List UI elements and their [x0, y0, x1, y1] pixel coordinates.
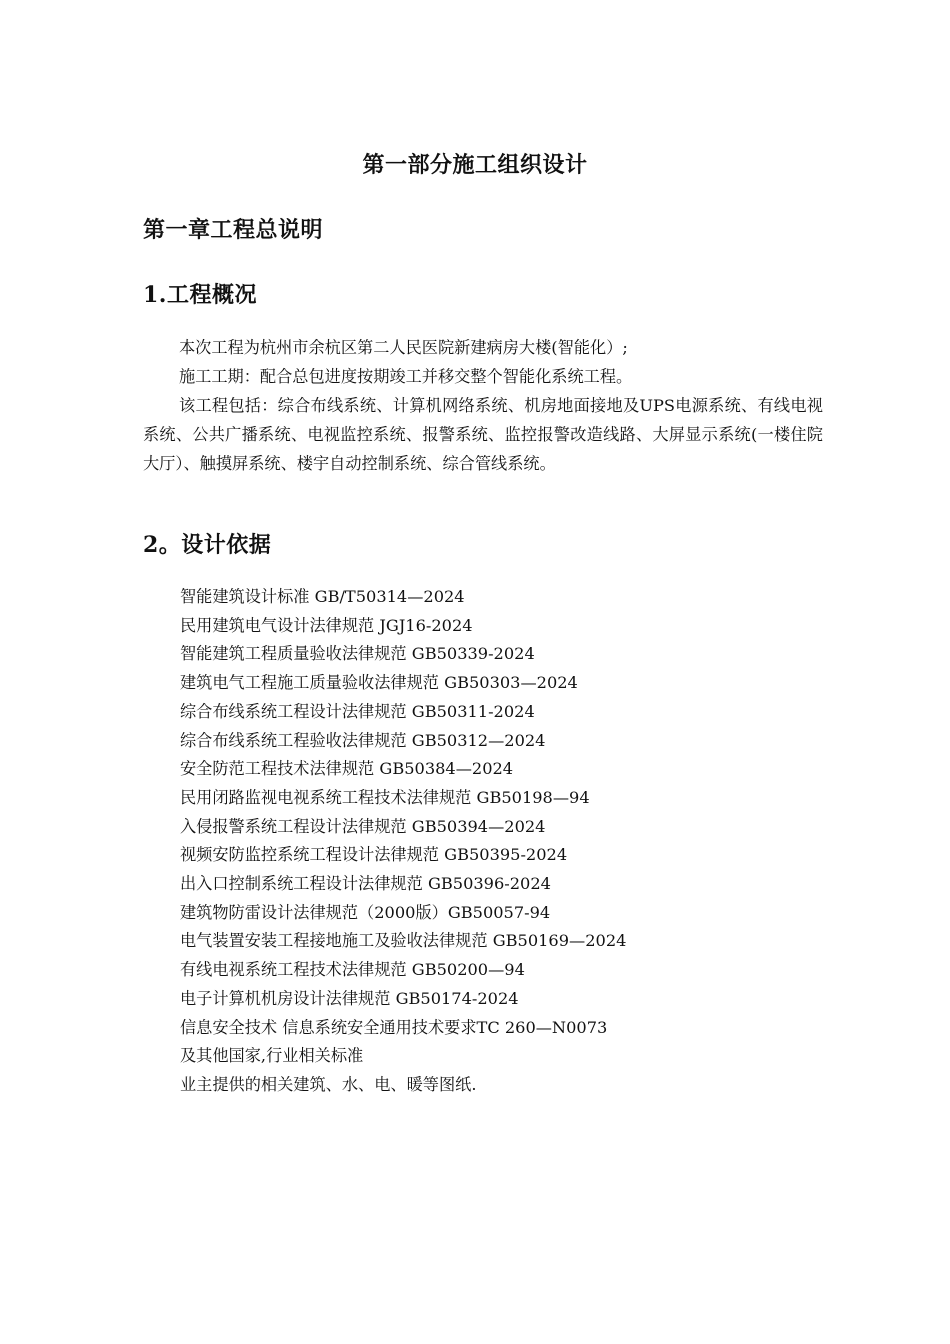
standards-list: [180, 583, 820, 1100]
section-heading-overview: 1.工程概况: [143, 282, 257, 308]
list-item: 出入口控制系统工程设计法律规范 GB50396-2024: [180, 874, 551, 894]
list-item: 安全防范工程技术法律规范 GB50384—2024: [180, 759, 514, 779]
list-item: 建筑物防雷设计法律规范（2000版）GB50057-94: [180, 902, 551, 922]
list-item: 综合布线系统工程验收法律规范 GB50312—2024: [180, 730, 546, 750]
list-item: 电气装置安装工程接地施工及验收法律规范 GB50169—2024: [180, 931, 627, 951]
list-item: 视频安防监控系统工程设计法律规范 GB50395-2024: [180, 845, 568, 865]
section-heading-design-basis: 2。设计依据: [143, 532, 272, 558]
list-item: 及其他国家,行业相关标准: [180, 1046, 364, 1066]
list-item: 民用闭路监视电视系统工程技术法律规范 GB50198—94: [180, 787, 590, 807]
chapter-title: 第一章工程总说明: [143, 217, 324, 243]
list-item: 民用建筑电气设计法律规范 JGJ16-2024: [180, 615, 473, 635]
overview-paragraph: 本次工程为杭州市余杭区第二人民医院新建病房大楼(智能化）;: [179, 338, 628, 357]
list-item: 电子计算机机房设计法律规范 GB50174-2024: [180, 988, 519, 1008]
part-title: 第一部分施工组织设计: [362, 152, 588, 178]
list-item: 综合布线系统工程设计法律规范 GB50311-2024: [180, 701, 535, 721]
list-item: 有线电视系统工程技术法律规范 GB50200—94: [180, 960, 525, 980]
list-item: 业主提供的相关建筑、水、电、暖等图纸.: [180, 1074, 477, 1094]
overview-body: [143, 333, 823, 478]
list-item: 信息安全技术 信息系统安全通用技术要求TC 260—N0073: [180, 1017, 608, 1037]
list-item: 智能建筑设计标准 GB/T50314—2024: [180, 587, 465, 606]
list-item: 智能建筑工程质量验收法律规范 GB50339-2024: [180, 644, 535, 664]
list-item: 入侵报警系统工程设计法律规范 GB50394—2024: [180, 816, 546, 836]
list-item: 建筑电气工程施工质量验收法律规范 GB50303—2024: [180, 673, 578, 693]
overview-paragraph: 施工工期：配合总包进度按期竣工并移交整个智能化系统工程。: [179, 367, 633, 386]
overview-paragraph: 该工程包括：综合布线系统、计算机网络系统、机房地面接地及UPS电源系统、有线电视系统、公共广播系统、电视监控系统、报警系统、监控报警改造线路、大屏显示系统(一楼住院大厅）、触摸屏系统、楼宇自动控制系统、综合管线系统。: [143, 396, 823, 473]
